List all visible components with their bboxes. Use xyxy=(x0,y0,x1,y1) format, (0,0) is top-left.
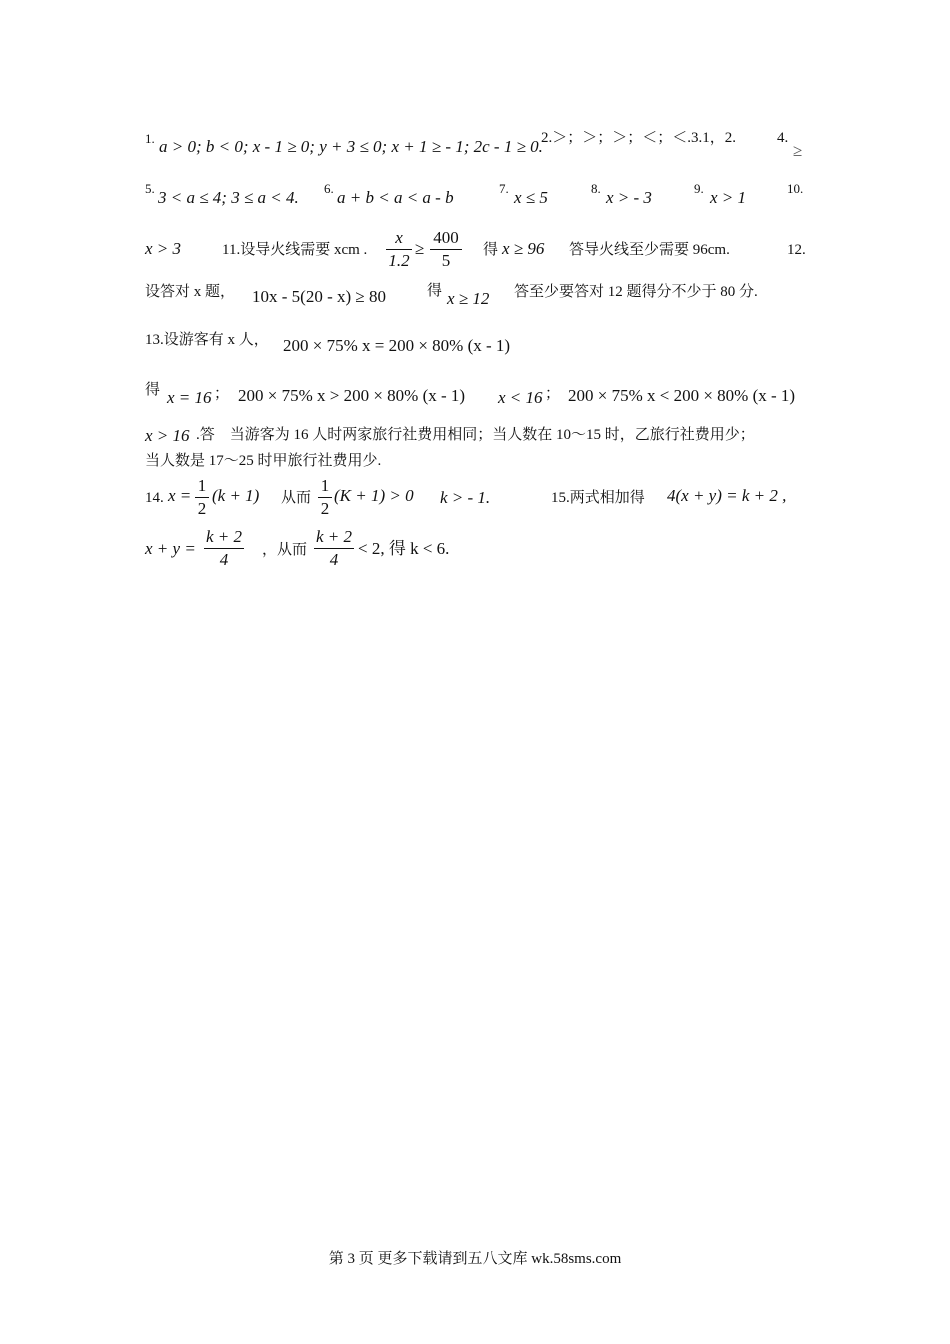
q14-fraction-1-bottom: 2 xyxy=(197,499,207,518)
q12-text: 设答对 x 题， xyxy=(145,284,236,300)
q5-number: 5. xyxy=(145,181,155,196)
page-footer: 第 3 页 更多下载请到五八文库 wk.58sms.com xyxy=(328,1251,622,1267)
q13-result-2: x < 16 xyxy=(498,388,543,407)
q13-result-1: x = 16 xyxy=(167,388,212,407)
q14-fraction-2-bottom: 2 xyxy=(320,499,330,518)
q14-fraction-2 xyxy=(318,476,332,519)
q11-de: 得 xyxy=(483,242,499,258)
q11-fraction-2-top: 400 xyxy=(433,228,459,247)
q12-result: x ≥ 12 xyxy=(447,289,490,308)
q14-number: 14. xyxy=(145,490,164,506)
q12-answer: 答至少要答对 12 题得分不少于 80 分. xyxy=(514,284,758,300)
q9-expression: x > 1 xyxy=(710,188,747,207)
q13-text: 13.设游客有 x 人， xyxy=(145,332,269,348)
q13-result-3: x > 16 xyxy=(145,426,190,445)
q15-fraction-1-top: k + 2 xyxy=(205,527,243,546)
q4-symbol: ≥ xyxy=(793,141,803,160)
q13-separator-1: ； xyxy=(214,386,230,402)
q13-answer-line-2: 当人数是 17～25 时甲旅行社费用少. xyxy=(145,453,382,469)
q14-inequality: (K + 1) > 0 xyxy=(334,486,414,505)
q8-number: 8. xyxy=(591,181,601,196)
q11-result: x ≥ 96 xyxy=(502,239,545,258)
q11-fraction-2 xyxy=(430,228,462,271)
q2-q3-answers: 2.＞；＞；＞；＜；＜.3.1，2. xyxy=(541,130,737,146)
q14-fraction-1 xyxy=(195,476,209,519)
q11-ge-sign: ≥ xyxy=(415,239,425,258)
q15-expression: 4(x + y) = k + 2 , xyxy=(667,486,787,505)
q11-fraction-1-bottom: 1.2 xyxy=(388,251,410,270)
q14-rhs: (k + 1) xyxy=(212,486,260,505)
q15-fraction-1 xyxy=(204,527,244,570)
q5-expression: 3 < a ≤ 4; 3 ≤ a < 4. xyxy=(158,188,299,207)
q1-expression: a > 0; b < 0; x - 1 ≥ 0; y + 3 ≤ 0; x + 1 ≥ - 1; 2c - 1 ≥ 0. xyxy=(159,137,543,156)
q13-answer-line-1: .答 当游客为 16 人时两家旅行社费用相同；当人数在 10～15 时，乙旅行社费用少； xyxy=(196,427,755,443)
q15-fraction-2-bottom: 4 xyxy=(329,550,339,569)
q10-expression: x > 3 xyxy=(145,239,182,258)
q13-inequality-2: 200 × 75% x < 200 × 80% (x - 1) xyxy=(568,386,796,405)
q14-lhs: x = xyxy=(168,486,192,505)
q14-fraction-2-top: 1 xyxy=(320,476,330,495)
q15-text: 15.两式相加得 xyxy=(551,490,645,506)
q11-fraction-1-top: x xyxy=(395,228,403,247)
q6-expression: a + b < a < a - b xyxy=(337,188,454,207)
q1-number: 1. xyxy=(145,131,155,146)
q9-number: 9. xyxy=(694,181,704,196)
q4-number: 4. xyxy=(777,130,789,146)
q12-expression: 10x - 5(20 - x) ≥ 80 xyxy=(252,287,386,306)
q14-result: k > - 1. xyxy=(440,488,491,507)
q11-fraction-1 xyxy=(386,228,412,271)
q13-separator-2: ； xyxy=(545,386,561,402)
q7-expression: x ≤ 5 xyxy=(514,188,548,207)
q7-number: 7. xyxy=(499,181,509,196)
q15-lhs: x + y = xyxy=(145,539,196,558)
q12-number: 12. xyxy=(787,242,806,258)
q15-tail: < 2, 得 k < 6. xyxy=(358,539,450,558)
q12-de: 得 xyxy=(427,283,443,299)
q13-de: 得 xyxy=(145,382,161,398)
q14-fraction-1-top: 1 xyxy=(197,476,207,495)
q15-middle-text: ，从而 xyxy=(262,542,308,558)
q15-fraction-2-top: k + 2 xyxy=(315,527,353,546)
q11-answer: 答导火线至少需要 96cm. xyxy=(569,242,730,258)
q14-congcong: 从而 xyxy=(281,490,312,506)
q6-number: 6. xyxy=(324,181,334,196)
q15-fraction-2 xyxy=(314,527,354,570)
q11-fraction-2-bottom: 5 xyxy=(441,251,451,270)
q13-equation: 200 × 75% x = 200 × 80% (x - 1) xyxy=(283,336,511,355)
q13-inequality-1: 200 × 75% x > 200 × 80% (x - 1) xyxy=(238,386,466,405)
q10-number: 10. xyxy=(787,181,804,196)
q8-expression: x > - 3 xyxy=(606,188,652,207)
q15-fraction-1-bottom: 4 xyxy=(219,550,229,569)
q11-text: 11.设导火线需要 xcm . xyxy=(222,242,368,258)
